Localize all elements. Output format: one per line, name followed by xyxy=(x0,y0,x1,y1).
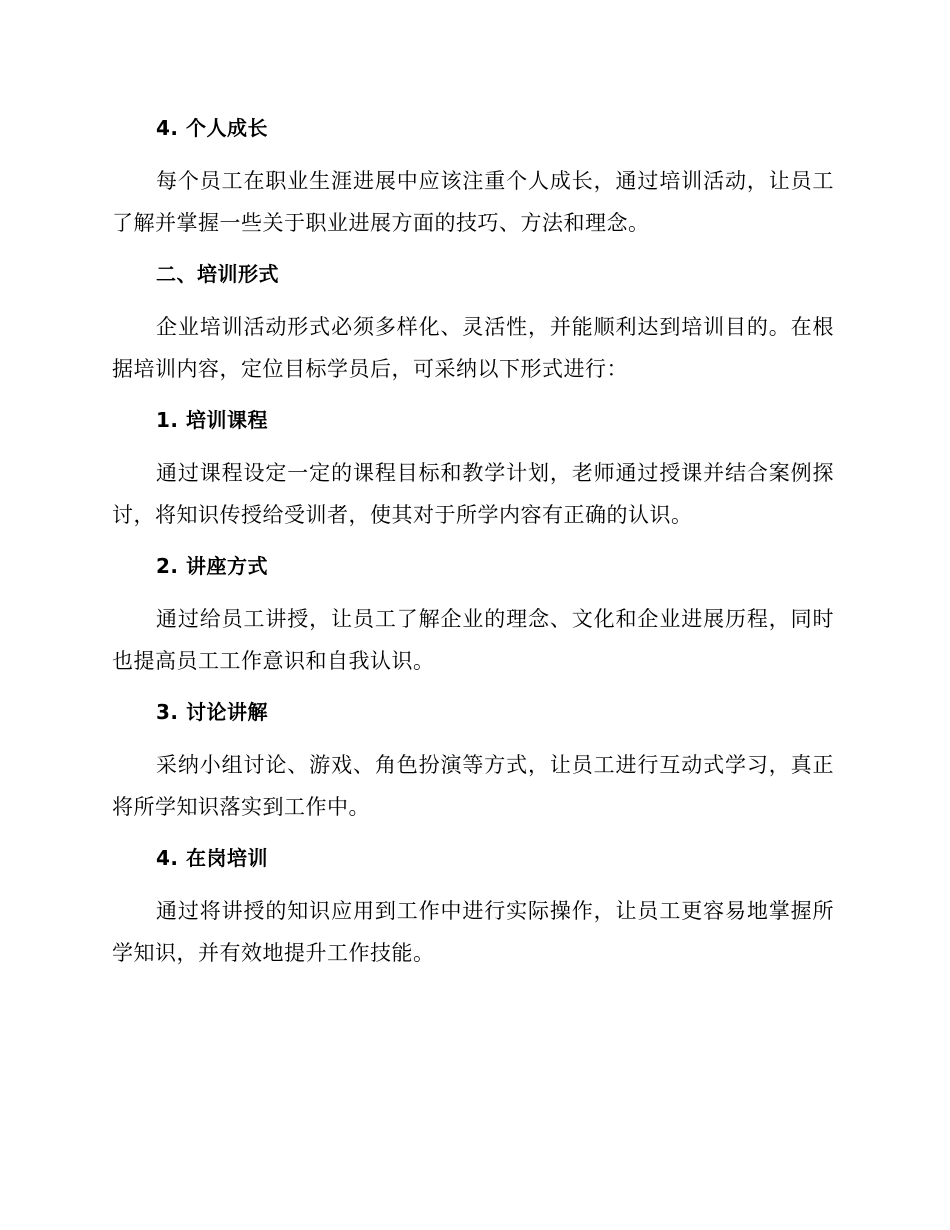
paragraph-training-courses: 通过课程设定一定的课程目标和教学计划，老师通过授课并结合案例探讨，将知识传授给受训者，使其对于所学内容有正确的认识。 xyxy=(112,461,834,527)
section-heading-on-the-job: 4. 在岗培训 xyxy=(156,846,268,870)
section-heading-discussion: 3. 讨论讲解 xyxy=(156,700,268,724)
section-heading-training-courses: 1. 培训课程 xyxy=(156,408,268,432)
section-heading-lectures: 2. 讲座方式 xyxy=(156,554,268,578)
paragraph-lectures: 通过给员工讲授，让员工了解企业的理念、文化和企业进展历程，同时也提高员工工作意识和自我认识。 xyxy=(112,607,834,673)
section-heading-training-forms: 二、培训形式 xyxy=(156,262,279,286)
paragraph-discussion: 采纳小组讨论、游戏、角色扮演等方式，让员工进行互动式学习，真正将所学知识落实到工作中。 xyxy=(112,753,834,819)
paragraph-personal-growth: 每个员工在职业生涯进展中应该注重个人成长，通过培训活动，让员工了解并掌握一些关于职业进展方面的技巧、方法和理念。 xyxy=(112,169,834,235)
section-heading-personal-growth: 4. 个人成长 xyxy=(156,116,268,140)
paragraph-on-the-job: 通过将讲授的知识应用到工作中进行实际操作，让员工更容易地掌握所学知识，并有效地提升工作技能。 xyxy=(112,899,834,965)
document-body xyxy=(112,108,834,984)
paragraph-training-forms: 企业培训活动形式必须多样化、灵活性，并能顺利达到培训目的。在根据培训内容，定位目标学员后，可采纳以下形式进行： xyxy=(112,315,834,381)
